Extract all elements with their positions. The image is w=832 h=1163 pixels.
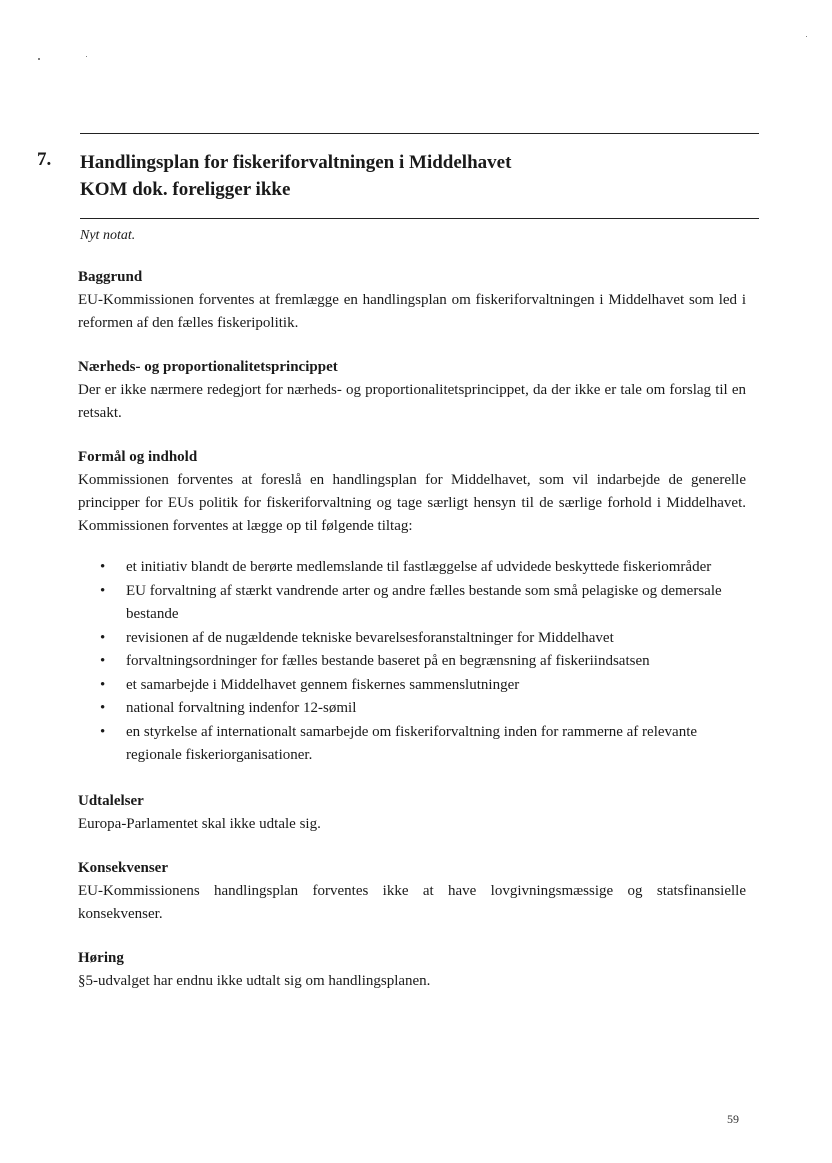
- section-purpose: [78, 446, 746, 768]
- list-item-text: et initiativ blandt de berørte medlemslande til fastlæggelse af udvidede beskyttede fiskeriområder: [126, 559, 712, 575]
- section-heading: Baggrund: [78, 269, 143, 285]
- agenda-item-title: Handlingsplan for fiskeriforvaltningen i Middelhavet: [80, 152, 512, 173]
- bullet-icon: •: [100, 700, 106, 716]
- list-item: [78, 556, 746, 580]
- section-text: EU-Kommissionens handlingsplan forventes ikke at have lovgivningsmæssige og statsfinansielle konsekvenser.: [78, 882, 746, 922]
- list-item: [78, 674, 746, 698]
- page-number: 59: [727, 1112, 739, 1126]
- bullet-icon: •: [100, 582, 106, 599]
- heading-top-rule: [80, 133, 759, 134]
- section-heading: Konsekvenser: [78, 859, 168, 876]
- bullet-icon: •: [100, 723, 106, 740]
- document-body: [78, 266, 746, 1014]
- list-item: [78, 627, 746, 651]
- agenda-item-document-status: KOM dok. foreligger ikke: [80, 179, 291, 200]
- section-heading: Formål og indhold: [78, 449, 198, 465]
- section-text: §5-udvalget har endnu ikke udtalt sig om handlingsplanen.: [78, 972, 431, 989]
- section-text: Der er ikke nærmere redegjort for nærheds- og proportionalitetsprincippet, da der ikke er tale om forslag til en retsakt.: [78, 382, 746, 421]
- measures-list: [78, 556, 746, 768]
- section-text: Europa-Parlamentet skal ikke udtale sig.: [78, 815, 321, 832]
- list-item-text: national forvaltning indenfor 12-sømil: [126, 700, 357, 716]
- list-item: [78, 580, 746, 627]
- section-text: Kommissionen forventes at foreslå en handlingsplan for Middelhavet, som vil indarbejde de generelle principper for EUs politik for fiskeriforvaltning og tage særligt hensyn til de særlige forhold i Middelhavet. Kommissionen forventes at lægge op til følgende tiltag:: [78, 472, 746, 534]
- scan-speck: [38, 58, 40, 60]
- list-item-text: revisionen af de nugældende tekniske bevarelsesforanstaltninger for Middelhavet: [126, 629, 614, 646]
- section-heading: Nærheds- og proportionalitetsprincippet: [78, 359, 338, 375]
- bullet-icon: •: [100, 559, 106, 575]
- list-item-text: EU forvaltning af stærkt vandrende arter og andre fælles bestande som små pelagiske og demersale bestande: [126, 582, 722, 622]
- section-heading: Høring: [78, 949, 124, 966]
- scan-speck: [806, 36, 807, 37]
- bullet-icon: •: [100, 653, 106, 669]
- list-item: [78, 721, 746, 768]
- section-heading: Udtalelser: [78, 792, 144, 809]
- list-item-text: et samarbejde i Middelhavet gennem fiskernes sammenslutninger: [126, 676, 520, 693]
- section-consequences: [78, 857, 746, 926]
- list-item: [78, 650, 746, 674]
- heading-bottom-rule: [80, 218, 759, 219]
- section-statements: [78, 790, 746, 836]
- list-item-text: en styrkelse af internationalt samarbejde om fiskeriforvaltning inden for rammerne af relevante regionale fiskeriorganisationer.: [126, 723, 698, 763]
- bullet-icon: •: [100, 676, 106, 693]
- section-background: [78, 266, 746, 335]
- section-hearing: [78, 947, 746, 993]
- list-item-text: forvaltningsordninger for fælles bestande baseret på en begrænsning af fiskeriindsatsen: [126, 653, 650, 669]
- scan-speck: [86, 56, 87, 57]
- agenda-item-heading: [80, 149, 760, 203]
- note-label: Nyt notat.: [80, 228, 136, 243]
- section-text: EU-Kommissionen forventes at fremlægge en handlingsplan om fiskeriforvaltningen i Middelhavet som led i reformen af den fælles fiskeripolitik.: [78, 292, 746, 331]
- bullet-icon: •: [100, 629, 106, 646]
- list-item: [78, 697, 746, 721]
- agenda-item-number: 7.: [37, 149, 52, 170]
- section-subsidiarity: [78, 356, 746, 425]
